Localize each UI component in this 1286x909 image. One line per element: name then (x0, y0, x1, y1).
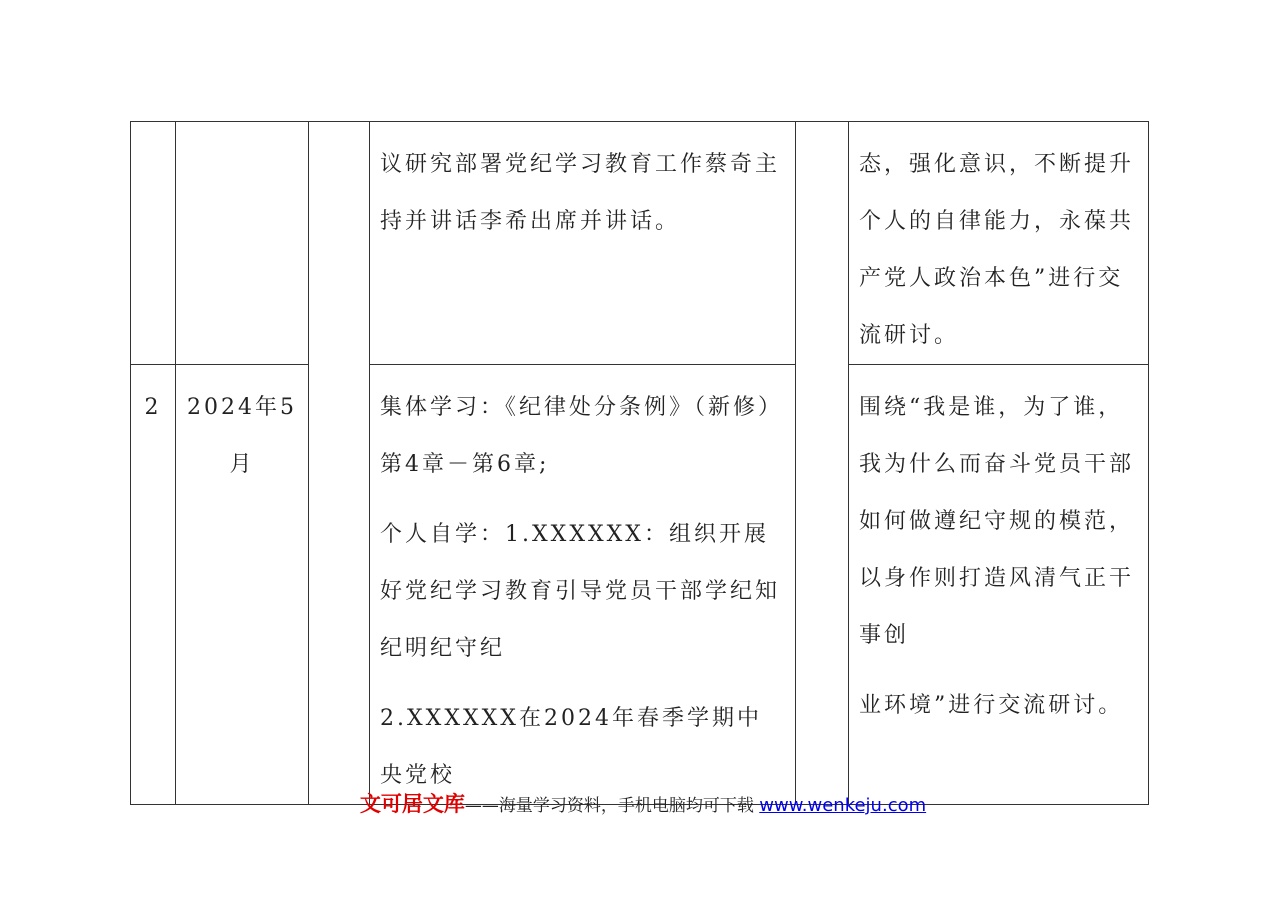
merged-empty-cell (309, 122, 370, 805)
brand-name: 文可居文库 (359, 792, 465, 816)
website-link[interactable]: www.wenkeju.com (759, 795, 927, 816)
date-cell: 2024年5月 (176, 365, 309, 805)
number-cell: 2 (131, 365, 176, 805)
topic-paragraph: 围绕“我是谁，为了谁，我为什么而奋斗党员干部如何做遵纪守规的模范，以身作则打造风清气正干事创 (859, 395, 1135, 648)
number-cell (131, 122, 176, 365)
table-row (131, 365, 1149, 805)
content-cell (370, 365, 796, 805)
topic-cell (849, 122, 1149, 365)
study-schedule-table (130, 121, 1149, 805)
date-cell (176, 122, 309, 365)
content-cell (370, 122, 796, 365)
footer-banner (0, 788, 1286, 818)
topic-paragraph: 业环境”进行交流研讨。 (859, 693, 1124, 718)
content-paragraph: 议研究部署党纪学习教育工作蔡奇主持并讲话李希出席并讲话。 (380, 152, 781, 234)
content-paragraph: 2.XXXXXX在2024年春季学期中央党校 (380, 706, 762, 788)
content-paragraph: 个人自学：1.XXXXXX：组织开展好党纪学习教育引导党员干部学纪知纪明纪守纪 (380, 522, 781, 661)
topic-cell (849, 365, 1149, 805)
table-row (131, 122, 1149, 365)
footer-slogan: ——海量学习资料，手机电脑均可下载 (464, 796, 754, 816)
content-paragraph: 集体学习：《纪律处分条例》（新修）第4章－第6章; (380, 395, 784, 477)
merged-empty-cell (796, 122, 849, 805)
topic-paragraph: 态，强化意识，不断提升个人的自律能力，永葆共产党人政治本色”进行交流研讨。 (859, 152, 1135, 348)
